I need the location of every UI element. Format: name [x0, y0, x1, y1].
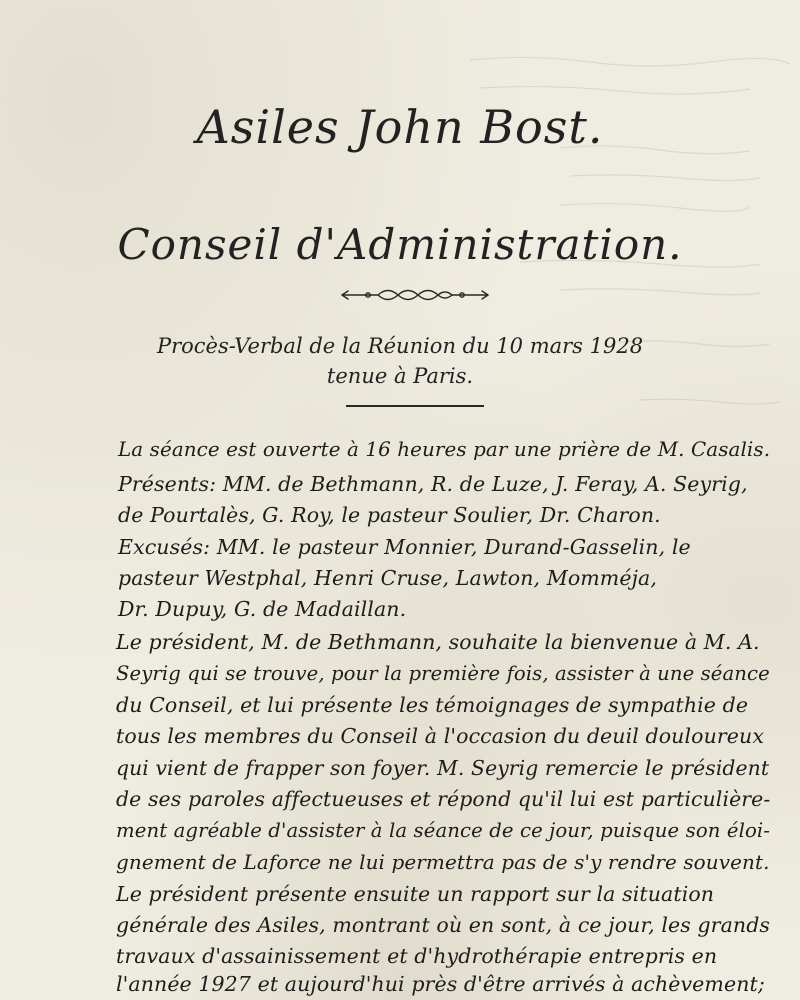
body-line: Excusés: MM. le pasteur Monnier, Durand-Gasselin, le: [118, 535, 691, 559]
body-line: Seyrig qui se trouve, pour la première fois, assister à une séance: [116, 662, 770, 685]
body-line: l'année 1927 et aujourd'hui près d'être arrivés à achèvement;: [116, 972, 765, 996]
meeting-heading-line-1: Procès-Verbal de la Réunion du 10 mars 1928: [156, 334, 644, 358]
body-line: Présents: MM. de Bethmann, R. de Luze, J. Feray, A. Seyrig,: [118, 472, 748, 496]
document-subtitle: Conseil d'Administration.: [117, 220, 683, 269]
body-line: pasteur Westphal, Henri Cruse, Lawton, Momméja,: [118, 566, 657, 590]
body-line: générale des Asiles, montrant où en sont, à ce jour, les grands: [116, 913, 771, 937]
body-line: Le président, M. de Bethmann, souhaite la bienvenue à M. A.: [116, 630, 760, 654]
body-line: travaux d'assainissement et d'hydrothérapie entrepris en: [116, 944, 718, 968]
body-line: tous les membres du Conseil à l'occasion du deuil douloureux: [116, 724, 764, 748]
document-title: Asiles John Bost.: [196, 100, 604, 154]
meeting-heading-line-2: tenue à Paris.: [326, 364, 474, 388]
body-line: du Conseil, et lui présente les témoignages de sympathie de: [116, 693, 749, 717]
body-line: Dr. Dupuy, G. de Madaillan.: [118, 597, 407, 621]
body-line: ment agréable d'assister à la séance de ce jour, puisque son éloi-: [116, 819, 771, 842]
body-line: de Pourtalès, G. Roy, le pasteur Soulier, Dr. Charon.: [118, 503, 661, 527]
body-line: de ses paroles affectueuses et répond qu'il lui est particulière-: [116, 787, 771, 811]
body-line: gnement de Laforce ne lui permettra pas de s'y rendre souvent.: [116, 850, 770, 874]
body-line: qui vient de frapper son foyer. M. Seyrig remercie le président: [116, 756, 770, 780]
body-line: La séance est ouverte à 16 heures par une prière de M. Casalis.: [118, 438, 771, 461]
body-line: Le président présente ensuite un rapport sur la situation: [116, 882, 715, 906]
